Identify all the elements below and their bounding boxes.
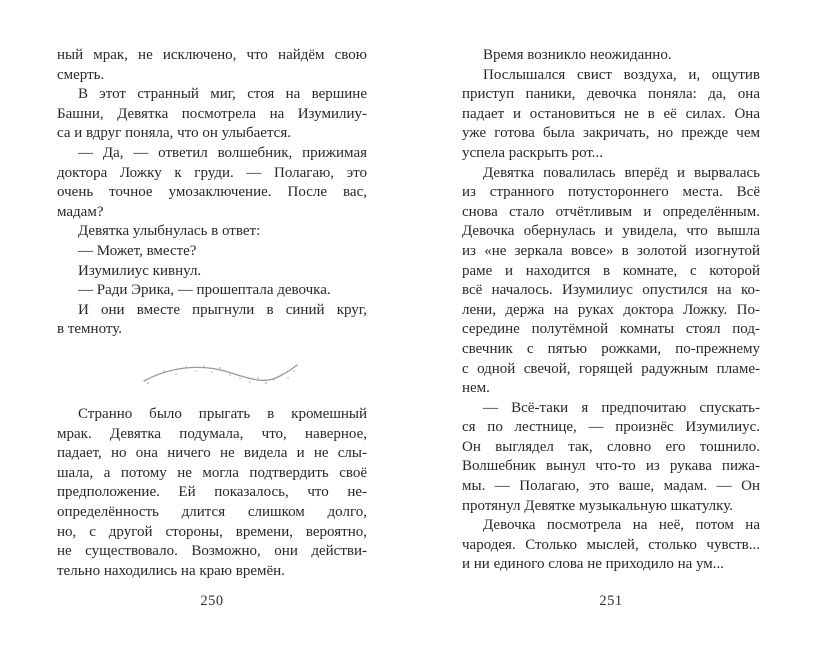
text-line: Волшебник вынул что-то из рукава пижа- (462, 458, 760, 475)
text-line: тельно находились на краю времён. (57, 562, 285, 579)
text-line: Девятка улыбнулась в ответ: (78, 223, 261, 240)
text-line: смерть. (57, 66, 105, 83)
page-number-right: 251 (599, 593, 623, 609)
text-line: В этот странный миг, стоя на вершине (78, 86, 367, 103)
text-line: и ни единого слова не приходило на ум... (462, 556, 725, 573)
text-line: приступ паники, девочка поняла: да, она (462, 86, 760, 103)
text-line: середине полутёмной комнаты стоял под- (462, 321, 760, 338)
text-line: в темноту. (57, 321, 122, 338)
text-line: мы. — Полагаю, это ваше, мадам. — Он (462, 478, 760, 495)
text-line: И они вместе прыгнули в синий круг, (78, 301, 367, 318)
text-line: са и вдруг поняла, что он улыбается. (57, 125, 291, 142)
text-line: ся по лестнице, — произнёс Изумилиус. (462, 419, 760, 436)
text-line: шала, а потому не могла подтвердить своё (57, 464, 367, 481)
text-line: Девятка повалилась вперёд и вырвалась (483, 164, 760, 181)
text-line: Послышался свист воздуха, и, ощутив (483, 66, 760, 83)
text-line: нем. (462, 380, 490, 397)
text-line: из странного потустороннего места. Всё (462, 184, 760, 201)
text-line: с одной свечой, горящей радужным пламе- (462, 360, 760, 377)
text-line: определённость длится слишком долго, (57, 503, 367, 520)
text-line: мрак. Девятка подумала, что, наверное, (57, 425, 367, 442)
text-line: падает, но она ничего не видела и не слы- (57, 445, 367, 462)
text-line: Время возникло неожиданно. (483, 47, 672, 63)
text-line: предположение. Ей показалось, что не- (57, 484, 367, 501)
text-block-right-1 (462, 46, 760, 575)
text-line: — Да, — ответил волшебник, прижимая (78, 144, 367, 161)
text-line: раме и находится в комнате, с которой (462, 262, 760, 279)
text-line: лени, держа на руках доктора Ложку. По- (462, 301, 760, 318)
text-line: Девочка посмотрела на неё, потом на (483, 517, 760, 534)
text-line: ный мрак, не исключено, что найдём свою (57, 47, 367, 63)
text-line: снова стало отчётливым и определённым. (462, 203, 760, 220)
text-line: — Всё-таки я предпочитаю спускать- (483, 399, 760, 416)
text-line: но, с другой стороны, времени, вероятно, (57, 523, 367, 540)
text-line: Он выглядел так, словно его тошнило. (462, 438, 760, 455)
text-line: всё началось. Изумилиус опустился на ко- (462, 282, 760, 299)
text-line: свечник с пятью рожками, по-прежнему (462, 340, 760, 357)
text-line: Странно было прыгать в кромешный (78, 406, 367, 422)
text-line: Башни, Девятка посмотрела на Изумилиу- (57, 105, 367, 122)
text-line: уже готова была закричать, но прежде чем (462, 125, 760, 142)
text-line: — Ради Эрика, — прошептала девочка. (78, 282, 331, 299)
text-line: успела раскрыть рот... (462, 144, 604, 161)
text-line: из «не зеркала вовсе» в золотой изогнутой (462, 242, 760, 259)
text-line: протянул Девятке музыкальную шкатулку. (462, 497, 733, 514)
text-line: Изумилиус кивнул. (78, 262, 202, 279)
text-line: мадам? (57, 203, 104, 220)
text-line: доктора Ложку к груди. — Полагаю, это (57, 164, 367, 181)
text-line: падает и остановиться не в её силах. Она (462, 105, 760, 122)
page-number-left: 250 (200, 593, 224, 609)
text-line: не существовало. Возможно, они действи- (57, 543, 367, 560)
text-line: — Может, вместе? (78, 242, 197, 259)
text-line: Девочка обернулась и увидела, что вышла (462, 223, 760, 240)
text-line: очень точное умозаключение. После вас, (57, 184, 367, 201)
text-line: чародея. Столько мыслей, столько чувств... (462, 536, 760, 553)
